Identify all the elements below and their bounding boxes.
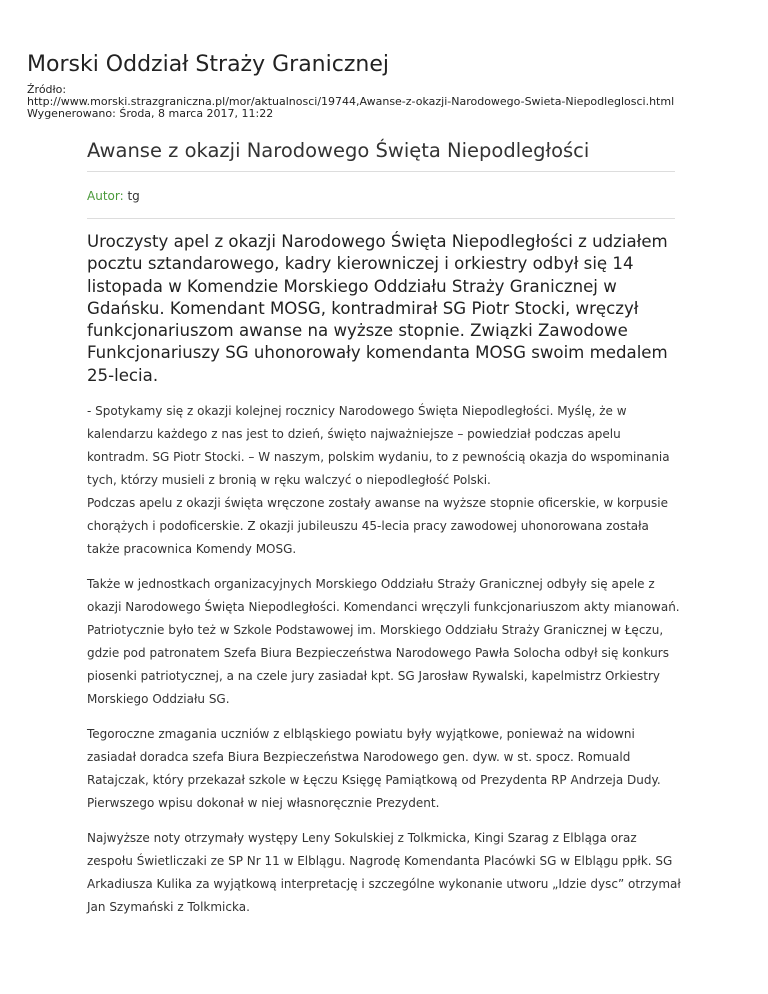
article-body xyxy=(87,400,682,931)
article-lead: Uroczysty apel z okazji Narodowego Święta Niepodległości z udziałem pocztu sztandarowego, kadry kierowniczej i orkiestry odbył się 14 listopada w Komendzie Morskiego Oddziału Straży Granicznej w Gdańsku. Komendant MOSG, kontradmirał SG Piotr Stocki, wręczył funkcjonariuszom awanse na wyższe stopnie. Związki Zawodowe Funkcjonariuszy SG uhonorowały komendanta MOSG swoim medalem 25-lecia. xyxy=(87,232,668,385)
site-title: Morski Oddział Straży Granicznej xyxy=(27,52,389,77)
body-paragraph: Podczas apelu z okazji święta wręczone zostały awanse na wyższe stopnie oficerskie, w korpusie chorążych i podoficerskie. Z okazji jubileuszu 45-lecia pracy zawodowej uhonorowana została także pracownica Komendy MOSG. xyxy=(87,496,668,556)
author-name: tg xyxy=(127,189,140,203)
generated-timestamp: Wygenerowano: Środa, 8 marca 2017, 11:22 xyxy=(27,107,274,121)
author-divider xyxy=(87,218,675,219)
body-paragraph: Patriotycznie było też w Szkole Podstawowej im. Morskiego Oddziału Straży Granicznej w Łęczu, gdzie pod patronatem Szefa Biura Bezpieczeństwa Narodowego Pawła Solocha odbył się konkurs piosenki patriotycznej, a na czele jury zasiadał kpt. SG Jarosław Rywalski, kapelmistrz Orkiestry Morskiego Oddziału SG. xyxy=(87,623,669,706)
body-paragraph: - Spotykamy się z okazji kolejnej rocznicy Narodowego Święta Niepodległości. Myślę, że w kalendarzu każdego z nas jest to dzień, święto najważniejsze – powiedział podczas apelu kontradm. SG Piotr Stocki. – W naszym, polskim wydaniu, to z pewnością okazja do wspominania tych, którzy musieli z bronią w ręku walczyć o niepodległość Polski. xyxy=(87,404,670,487)
print-meta xyxy=(27,84,742,121)
body-paragraph: Także w jednostkach organizacyjnych Morskiego Oddziału Straży Granicznej odbyły się apele z okazji Narodowego Święta Niepodległości. Komendanci wręczyli funkcjonariuszom akty mianowań. xyxy=(87,577,680,614)
body-paragraph: Tegoroczne zmagania uczniów z elbląskiego powiatu były wyjątkowe, ponieważ na widowni zasiadał doradca szefa Biura Bezpieczeństwa Narodowego gen. dyw. w st. spocz. Romuald Ratajczak, który przekazał szkole w Łęczu Księgę Pamiątkową od Prezydenta RP Andrzeja Dudy. Pierwszego wpisu dokonał w niej własnoręcznie Prezydent. xyxy=(87,727,661,810)
body-paragraph: Najwyższe noty otrzymały występy Leny Sokulskiej z Tolkmicka, Kingi Szarag z Elbląga oraz zespołu Świetliczaki ze SP Nr 11 w Elblągu. Nagrodę Komendanta Placówki SG w Elblągu ppłk. SG Arkadiusza Kulika za wyjątkową interpretację i szczególne wykonanie utworu „Idzie dysc” otrzymał Jan Szymański z Tolkmicka. xyxy=(87,831,681,914)
source-label: Źródło: xyxy=(27,83,67,96)
source-url[interactable]: http://www.morski.strazgraniczna.pl/mor/aktualnosci/19744,Awanse-z-okazji-Narodowego-Swieta-Niepodleglosci.html xyxy=(27,95,675,109)
author-label: Autor: xyxy=(87,189,124,203)
author-line xyxy=(87,187,140,205)
article-title: Awanse z okazji Narodowego Święta Niepodległości xyxy=(87,139,590,162)
title-divider xyxy=(87,171,675,172)
